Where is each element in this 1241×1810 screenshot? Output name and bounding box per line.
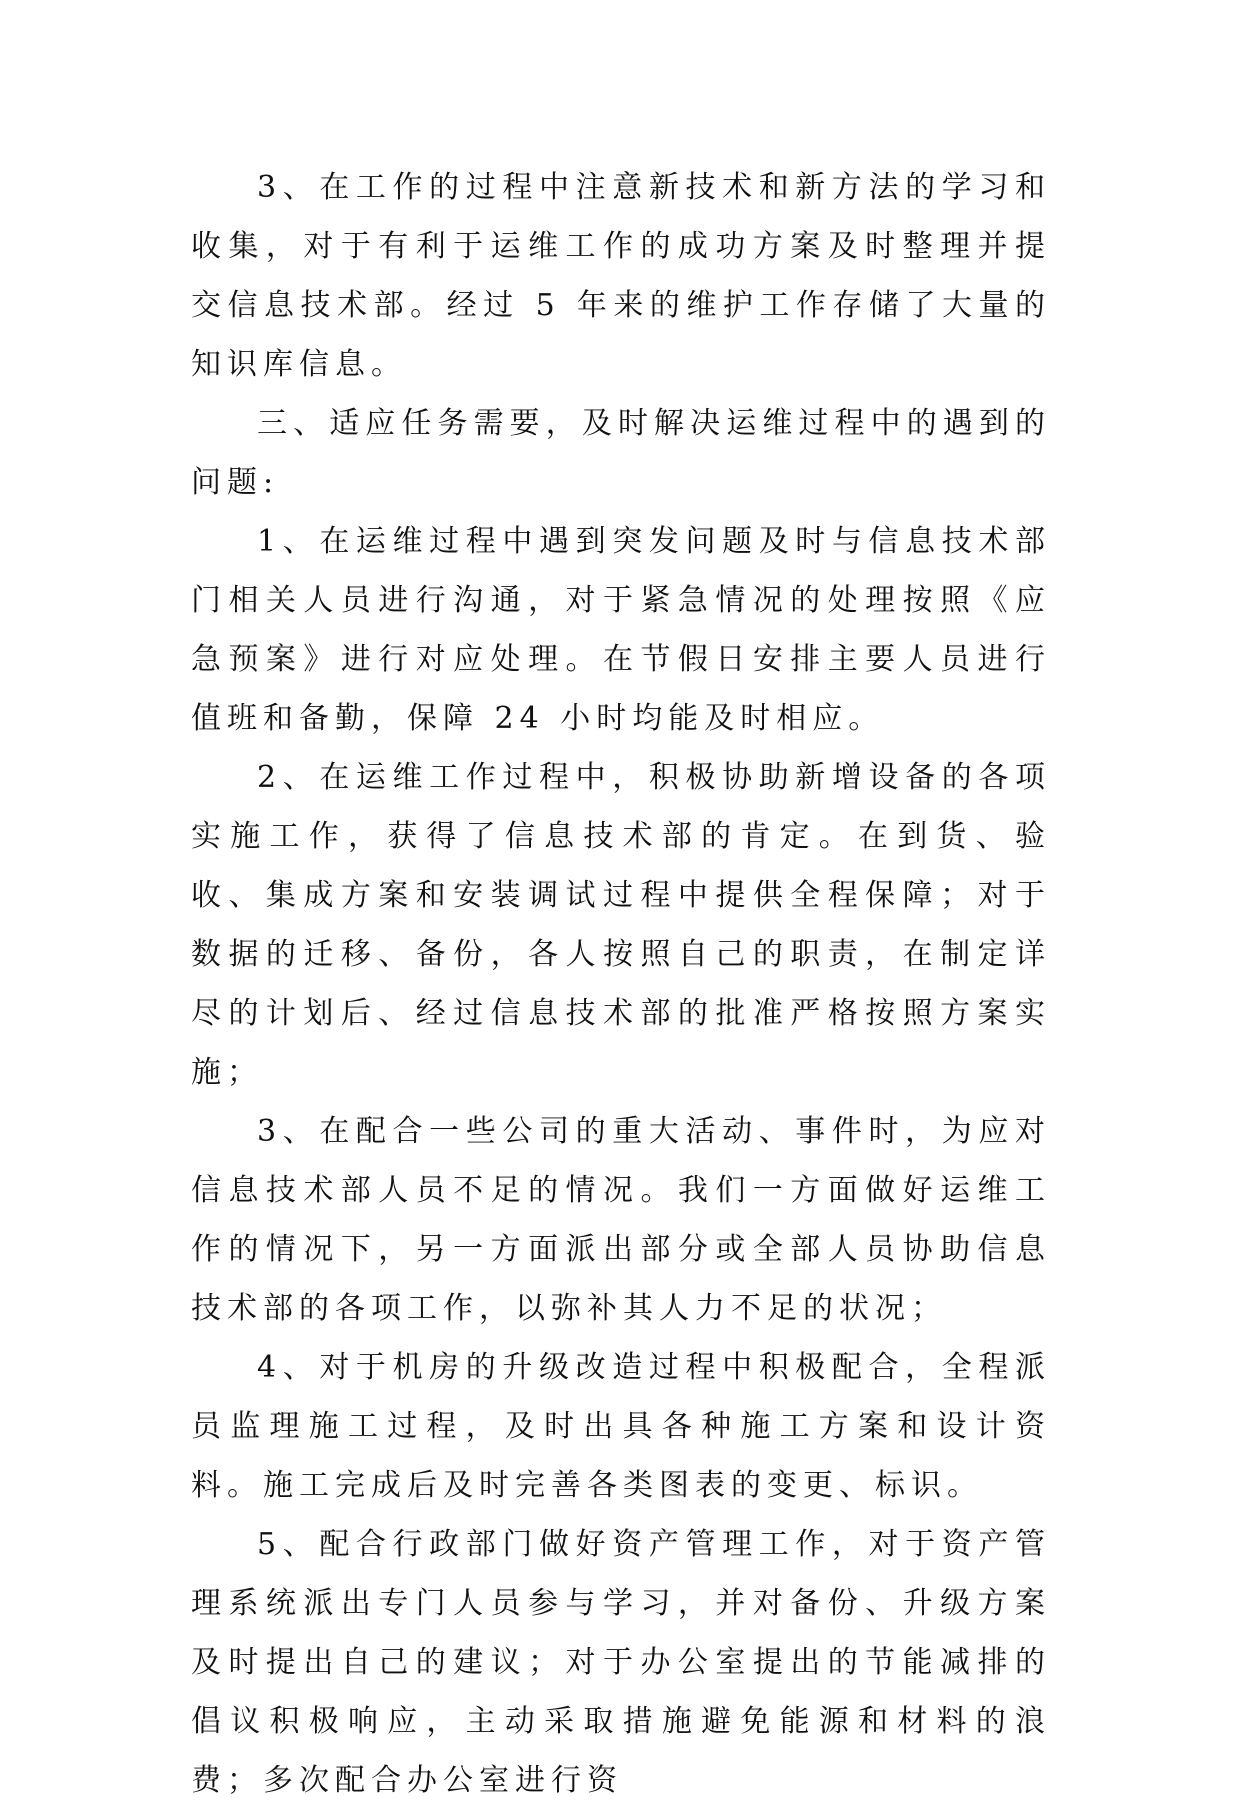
section-heading-three: 三、适应任务需要，及时解决运维过程中的遇到的问题: [191,406,1051,500]
paragraph-point-3-support: 3、在配合一些公司的重大活动、事件时，为应对信息技术部人员不足的情况。我们一方面做好运维工作的情况下，另一方面派出部分或全部人员协助信息技术部的各项工作，以弥补其人力不足的状况； [191,1114,1051,1326]
paragraph-point-2-implementation: 2、在运维工作过程中，积极协助新增设备的各项实施工作，获得了信息技术部的肯定。在到货、验收、集成方案和安装调试过程中提供全程保障；对于数据的迁移、备份，各人按照自己的职责，在制定详尽的计划后、经过信息技术部的批准严格按照方案实施； [191,760,1051,1090]
paragraph-point-4-machine-room: 4、对于机房的升级改造过程中积极配合，全程派员监理施工过程，及时出具各种施工方案和设计资料。施工完成后及时完善各类图表的变更、标识。 [191,1350,1051,1503]
document-body [191,158,1051,1810]
paragraph-point-1-emergency: 1、在运维过程中遇到突发问题及时与信息技术部门相关人员进行沟通，对于紧急情况的处理按照《应急预案》进行对应处理。在节假日安排主要人员进行值班和备勤，保障 24 小时均能及时相应。 [191,524,1051,736]
paragraph-point-5-asset-management: 5、配合行政部门做好资产管理工作，对于资产管理系统派出专门人员参与学习，并对备份、升级方案及时提出自己的建议；对于办公室提出的节能减排的倡议积极响应，主动采取措施避免能源和材料的浪费；多次配合办公室进行资 [191,1527,1051,1798]
paragraph-point-3-knowledge: 3、在工作的过程中注意新技术和新方法的学习和收集，对于有利于运维工作的成功方案及时整理并提交信息技术部。经过 5 年来的维护工作存储了大量的知识库信息。 [191,170,1051,382]
